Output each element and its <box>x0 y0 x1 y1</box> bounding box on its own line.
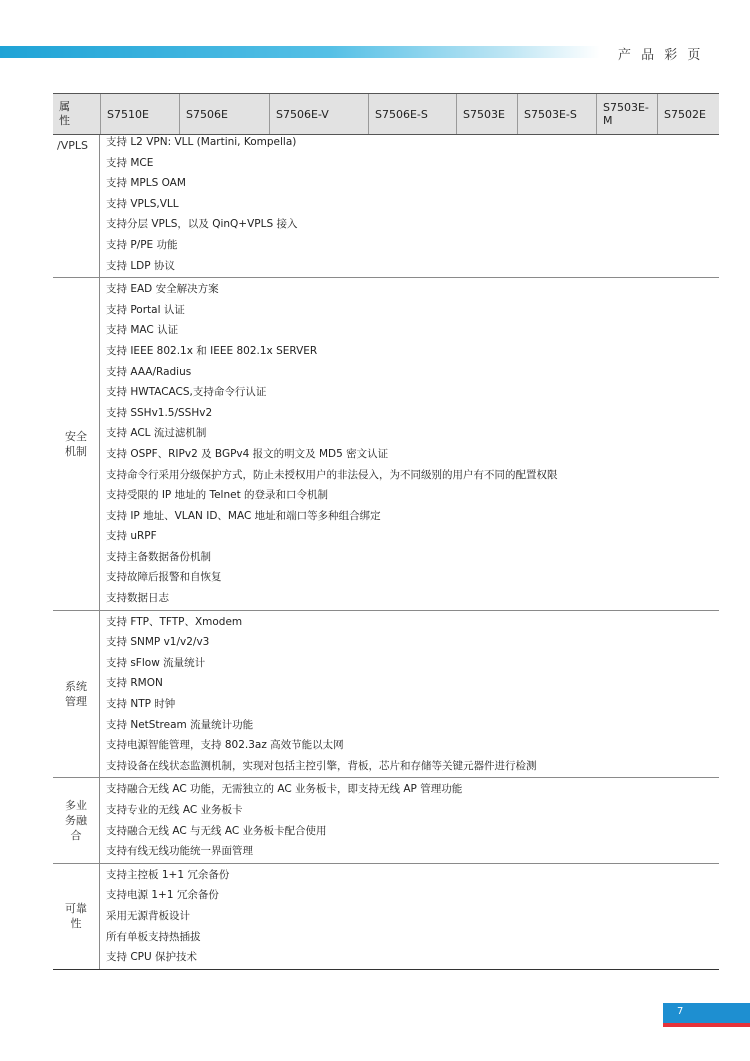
section-label: 系统管理 <box>53 611 100 778</box>
list-item: 支持故障后报警和自恢复 <box>106 571 222 584</box>
section-label: 多业务融合 <box>53 778 100 862</box>
column-header-s7503e: S7503E <box>456 94 517 134</box>
list-item: 支持 MAC 认证 <box>106 324 179 337</box>
section-multi-service <box>53 778 719 863</box>
list-item: 支持有线无线功能统一界面管理 <box>106 845 253 858</box>
list-item: 支持融合无线 AC 功能，无需独立的 AC 业务板卡，即支持无线 AP 管理功能 <box>106 783 463 796</box>
list-item: 所有单板支持热插拔 <box>106 930 201 943</box>
list-item: 支持 NTP 时钟 <box>106 698 176 711</box>
list-item: 支持 EAD 安全解决方案 <box>106 283 219 296</box>
list-item: 支持主备数据备份机制 <box>106 550 211 563</box>
column-header-s7506e-v: S7506E-V <box>269 94 368 134</box>
list-item: 支持 OSPF、RIPv2 及 BGPv4 报文的明文及 MD5 密文认证 <box>106 447 389 460</box>
list-item: 支持 FTP、TFTP、Xmodem <box>106 615 243 628</box>
feature-list <box>100 278 719 610</box>
column-header-s7506e: S7506E <box>179 94 269 134</box>
feature-table <box>53 93 719 970</box>
list-item: 采用无源背板设计 <box>106 909 190 922</box>
list-item: 支持 L2 VPN: VLL (Martini, Kompella) <box>106 136 297 148</box>
feature-list <box>100 778 719 862</box>
section-reliability <box>53 864 719 970</box>
list-item: 支持 MCE <box>106 156 154 169</box>
list-item: 支持 ACL 流过滤机制 <box>106 427 207 440</box>
column-header-s7506e-s: S7506E-S <box>368 94 456 134</box>
list-item: 支持 NetStream 流量统计功能 <box>106 718 254 731</box>
column-header-attribute: 属性 <box>59 100 70 127</box>
page-number: 7 <box>677 1006 684 1017</box>
list-item: 支持 IP 地址、VLAN ID、MAC 地址和端口等多种组合绑定 <box>106 509 381 522</box>
section-label: /VPLS <box>53 135 100 277</box>
section-label: 安全机制 <box>53 278 100 610</box>
list-item: 支持 IEEE 802.1x 和 IEEE 802.1x SERVER <box>106 344 318 357</box>
list-item: 支持主控板 1+1 冗余备份 <box>106 868 230 881</box>
table-header-row <box>53 93 719 135</box>
section-vpls <box>53 135 719 278</box>
list-item: 支持 HWTACACS,支持命令行认证 <box>106 386 267 399</box>
list-item: 支持 RMON <box>106 677 163 690</box>
column-header-s7502e: S7502E <box>657 94 719 134</box>
list-item: 支持 VPLS,VLL <box>106 197 179 210</box>
section-system-management <box>53 611 719 779</box>
list-item: 支持 SSHv1.5/SSHv2 <box>106 406 213 419</box>
list-item: 支持 P/PE 功能 <box>106 238 178 251</box>
list-item: 支持 SNMP v1/v2/v3 <box>106 636 210 649</box>
column-header-s7503e-s: S7503E-S <box>517 94 596 134</box>
list-item: 支持电源 1+1 冗余备份 <box>106 889 219 902</box>
list-item: 支持 CPU 保护技术 <box>106 951 198 964</box>
feature-list <box>100 135 719 277</box>
list-item: 支持 MPLS OAM <box>106 177 186 190</box>
list-item: 支持 uRPF <box>106 530 157 543</box>
section-security <box>53 278 719 611</box>
column-header-s7503e-m: S7503E-M <box>596 94 657 134</box>
list-item: 支持命令行采用分级保护方式，防止未授权用户的非法侵入，为不同级别的用户有不同的配置权限 <box>106 468 558 481</box>
feature-list <box>100 864 719 969</box>
footer-accent-line <box>663 1023 750 1027</box>
list-item: 支持电源智能管理，支持 802.3az 高效节能以太网 <box>106 739 344 752</box>
list-item: 支持受限的 IP 地址的 Telnet 的登录和口令机制 <box>106 489 329 502</box>
list-item: 支持设备在线状态监测机制，实现对包括主控引擎，背板，芯片和存储等关键元器件进行检测 <box>106 759 537 772</box>
list-item: 支持 LDP 协议 <box>106 259 175 272</box>
header-title: 产 品 彩 页 <box>618 48 704 63</box>
list-item: 支持 AAA/Radius <box>106 365 192 378</box>
section-label: 可靠性 <box>53 864 100 969</box>
column-header-s7510e: S7510E <box>100 94 179 134</box>
list-item: 支持分层 VPLS，以及 QinQ+VPLS 接入 <box>106 218 298 231</box>
header-stripe <box>0 46 600 58</box>
list-item: 支持 Portal 认证 <box>106 303 185 316</box>
list-item: 支持数据日志 <box>106 592 169 605</box>
list-item: 支持融合无线 AC 与无线 AC 业务板卡配合使用 <box>106 824 327 837</box>
feature-list <box>100 611 719 778</box>
list-item: 支持 sFlow 流量统计 <box>106 656 206 669</box>
list-item: 支持专业的无线 AC 业务板卡 <box>106 804 243 816</box>
